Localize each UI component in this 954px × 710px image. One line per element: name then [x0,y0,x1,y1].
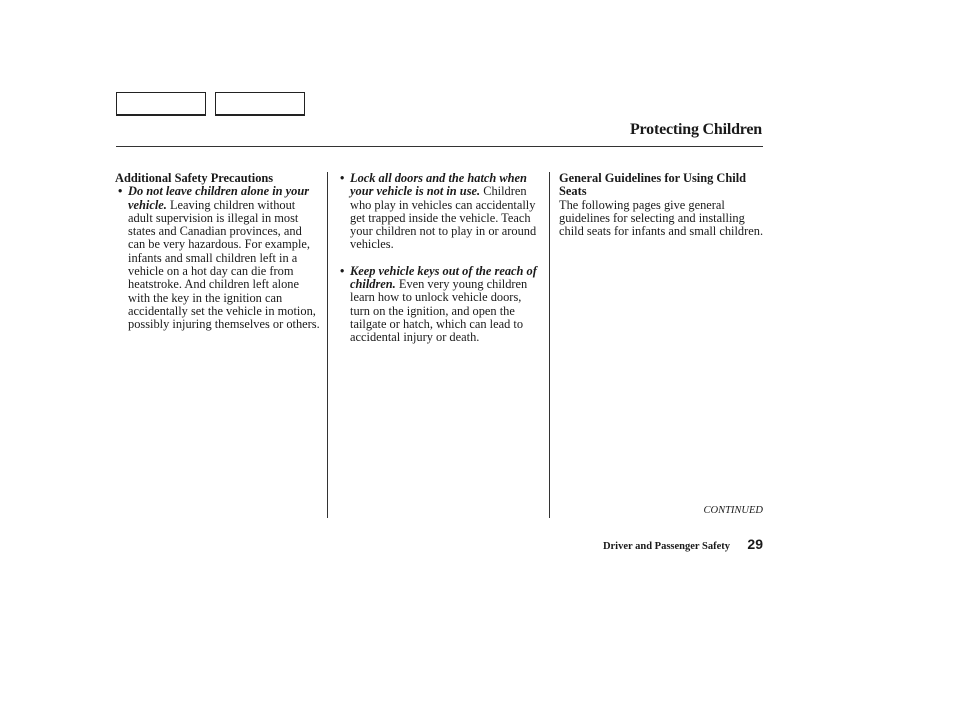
section-heading-precautions: Additional Safety Precautions [115,171,274,185]
nav-next-button[interactable] [215,92,305,116]
bullet-icon: • [340,171,345,185]
bullet-icon: • [340,263,345,278]
list-item [337,172,542,252]
page-title: Protecting Children [629,121,762,138]
continued-label: CONTINUED [703,505,763,516]
bullet-text: Leaving children without adult supervision is illegal in most states and Canadian provinces, and can be very hazardous. For example, infants and small children left in a vehicle on a hot day can die from heatstroke. And children left alone with the key in the ignition can accidentally set the vehicle in motion, possibly injuring themselves or others. [128,197,320,332]
bullet-lead: Keep vehicle keys out of the reach of children. [350,263,537,292]
column-divider [327,172,328,518]
column-left [115,172,320,332]
list-item [115,185,320,331]
column-middle [337,172,542,345]
column-right [559,172,765,238]
column-divider [549,172,550,518]
list-item [337,265,542,345]
bullet-text: Even very young children learn how to unlock vehicle doors, turn on the ignition, and open the tailgate or hatch, which can lead to accidental injury or death. [350,277,528,345]
section-heading-guidelines: General Guidelines for Using Child Seats [559,171,747,199]
page-number: 29 [747,536,763,552]
section-body: The following pages give general guidelines for selecting and installing child seats for infants and small children. [559,197,764,239]
bullet-text: Children who play in vehicles can accidentally get trapped inside the vehicle. Teach your children not to play in or around vehicles. [350,184,537,252]
footer-section-title: Driver and Passenger Safety [602,541,730,552]
bullet-icon: • [118,184,123,199]
bullet-lead: Lock all doors and the hatch when your vehicle is not in use. [350,171,527,199]
nav-back-button[interactable] [116,92,206,116]
title-divider [116,146,763,147]
bullet-lead: Do not leave children alone in your vehicle. [128,184,310,212]
